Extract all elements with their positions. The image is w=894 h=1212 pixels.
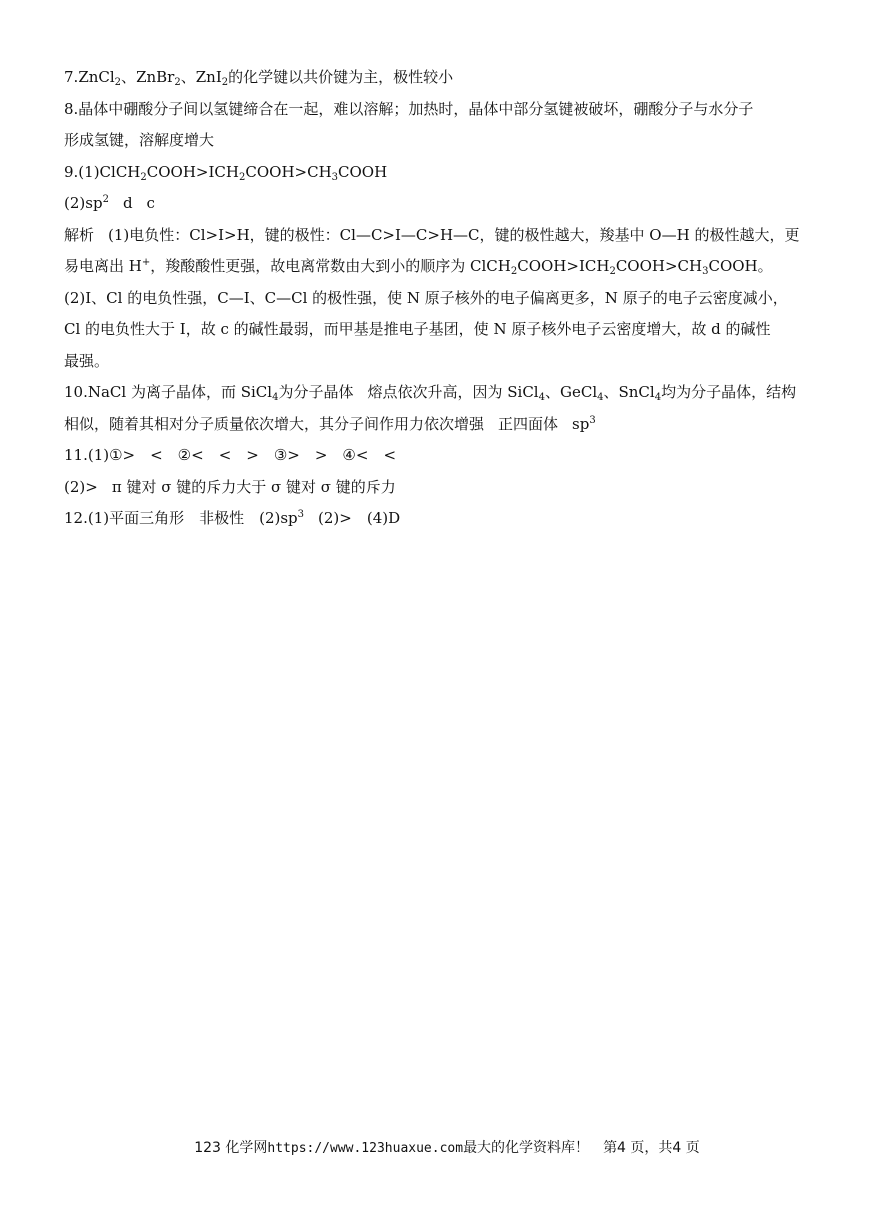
- answer-text: 的化学键以共价键为主，极性较小: [228, 68, 454, 86]
- explanation-line-5: 最强。: [64, 351, 110, 370]
- superscript: 3: [589, 414, 596, 426]
- text: π 键对 σ 键的斥力大于 σ 键对 σ 键的斥力: [111, 477, 396, 496]
- explanation-line-2: [64, 251, 844, 283]
- subscript: 2: [114, 77, 122, 88]
- text: 熔点依次升高，因为 SiCl: [367, 383, 539, 401]
- answer-7: [64, 62, 844, 94]
- text: COOH>CH: [245, 162, 332, 181]
- text: COOH: [338, 162, 388, 181]
- text: 均为分子晶体，结构: [661, 383, 797, 401]
- subscript: 2: [140, 171, 147, 183]
- text: sp: [572, 414, 590, 433]
- formula: ZnCl: [78, 68, 115, 86]
- text: 9.(1)ClCH: [64, 162, 141, 181]
- footer-url-link[interactable]: https://www.123huaxue.com: [267, 1141, 464, 1156]
- answer-10-line-2: [64, 409, 844, 441]
- answer-content: [64, 62, 844, 535]
- answer-11-part-2: [64, 472, 844, 504]
- text: 、SnCl: [603, 383, 655, 401]
- text: c: [146, 194, 155, 212]
- text: 为分子晶体: [278, 383, 354, 401]
- answer-9-part-2: [64, 188, 844, 220]
- page-number: 第4 页，共4 页: [603, 1140, 700, 1156]
- text: 易电离出 H: [64, 257, 142, 275]
- text: (1)电负性：Cl>I>H，键的极性：Cl—C>I—C>H—C，键的极性越大，羧基中 O—H 的极性越大，更: [108, 225, 800, 244]
- answer-11-part-1: 11.(1)①> < ②< < > ③> > ④< <: [64, 446, 397, 464]
- superscript: 2: [102, 194, 109, 205]
- subscript: 4: [272, 392, 279, 403]
- subscript: 2: [174, 77, 181, 88]
- answer-9-part-1: [64, 157, 844, 189]
- superscript: 3: [297, 509, 305, 520]
- text: (2)>: [64, 477, 98, 496]
- answer-8-line-1: 8.晶体中硼酸分子间以氢键缔合在一起，难以溶解；加热时，晶体中部分氢键被破坏，硼酸分子与水分子: [64, 99, 754, 118]
- subscript: 2: [221, 77, 229, 88]
- text: 正四面体: [498, 414, 559, 433]
- separator: 、: [180, 68, 196, 86]
- footer-site-name: 123 化学网: [194, 1140, 268, 1156]
- subscript: 4: [597, 392, 604, 403]
- footer-slogan: 最大的化学资料库！: [463, 1140, 590, 1156]
- text: d: [122, 194, 133, 212]
- text: (2)> (4)D: [318, 509, 401, 527]
- text: 、GeCl: [544, 383, 598, 401]
- text: (2)sp: [64, 194, 103, 212]
- explanation-label: 解析: [64, 225, 95, 244]
- text: 相似，随着其相对分子质量依次增大，其分子间作用力依次增强: [64, 414, 485, 433]
- subscript: 2: [239, 171, 246, 183]
- answer-10-line-1: [64, 377, 844, 409]
- subscript: 2: [510, 266, 518, 277]
- text: COOH>ICH: [517, 257, 610, 275]
- explanation-line-4: Cl 的电负性大于 I，故 c 的碱性最弱，而甲基是推电子基团，使 N 原子核外电子云密度增大，故 d 的碱性: [64, 320, 771, 338]
- formula: ZnBr: [136, 68, 175, 86]
- subscript: 3: [331, 171, 339, 183]
- formula: ZnI: [195, 68, 222, 86]
- answer-12: [64, 503, 844, 535]
- answer-8-line-2: 形成氢键，溶解度增大: [64, 131, 215, 149]
- subscript: 4: [654, 392, 662, 403]
- subscript: 2: [609, 266, 616, 277]
- subscript: 4: [538, 392, 545, 403]
- text: COOH。: [708, 257, 773, 275]
- superscript: +: [141, 257, 151, 268]
- text: COOH>ICH: [146, 162, 239, 181]
- text: COOH>CH: [615, 257, 703, 275]
- page-footer: [0, 1137, 894, 1157]
- explanation-line-3: (2)I、Cl 的电负性强，C—I、C—Cl 的极性强，使 N 原子核外的电子偏离更多，N 原子的电子云密度减小，: [64, 288, 788, 307]
- text: 10.NaCl 为离子晶体，而 SiCl: [64, 383, 273, 401]
- text: ，羧酸酸性更强，故电离常数由大到小的顺序为 ClCH: [150, 257, 511, 275]
- subscript: 3: [702, 266, 709, 277]
- answer-number: 7.: [64, 68, 79, 86]
- text: 12.(1)平面三角形 非极性 (2)sp: [64, 509, 298, 527]
- separator: 、: [121, 68, 137, 86]
- explanation-line-1: [64, 220, 844, 252]
